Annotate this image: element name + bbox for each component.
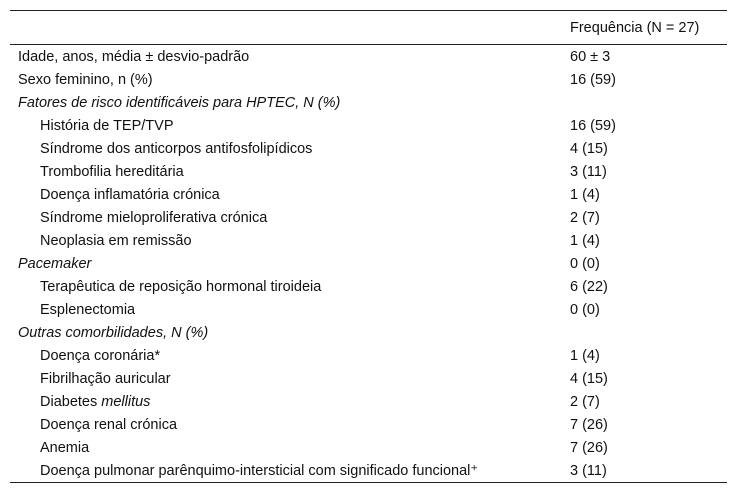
row-label-italic: mellitus — [101, 393, 151, 410]
table-row — [10, 45, 727, 69]
table-row — [10, 367, 727, 390]
table-row — [10, 298, 727, 321]
table-row — [10, 413, 727, 436]
row-value: 1 (4) — [570, 186, 600, 203]
row-value: 1 (4) — [570, 347, 600, 364]
row-label: História de TEP/TVP — [40, 117, 174, 134]
row-label: Síndrome dos anticorpos antifosfolipídicos — [40, 140, 313, 157]
table-row — [10, 229, 727, 252]
row-value: 7 (26) — [570, 439, 608, 456]
row-label: Trombofilia hereditária — [40, 163, 184, 180]
header-frequency-cell: Frequência (N = 27) — [570, 19, 700, 36]
section-heading: Outras comorbilidades, N (%) — [18, 324, 209, 341]
row-value — [570, 91, 727, 114]
row-label-prefix: Diabetes — [40, 393, 102, 410]
row-value: 2 (7) — [570, 209, 600, 226]
table-row — [10, 390, 727, 413]
row-value — [570, 321, 727, 344]
section-header-row — [10, 91, 727, 114]
table-row — [10, 275, 727, 298]
table-header-row — [10, 11, 727, 45]
header-label-cell — [10, 11, 570, 45]
row-value: 4 (15) — [570, 140, 608, 157]
row-value: 1 (4) — [570, 232, 600, 249]
row-label — [10, 390, 570, 413]
table-row — [10, 114, 727, 137]
row-label: Sexo feminino, n (%) — [18, 71, 153, 88]
section-header-row — [10, 252, 727, 275]
section-heading: Fatores de risco identificáveis para HPTEC, N (%) — [18, 94, 341, 111]
row-value: 3 (11) — [570, 163, 607, 180]
row-label: Doença coronária* — [40, 347, 161, 364]
row-label: Doença inflamatória crónica — [40, 186, 220, 203]
comorbidity-table-container — [10, 10, 727, 483]
row-label: Síndrome mieloproliferativa crónica — [40, 209, 268, 226]
table-row — [10, 68, 727, 91]
row-value: 16 (59) — [570, 71, 616, 88]
section-heading: Pacemaker — [18, 255, 92, 272]
row-label: Doença renal crónica — [40, 416, 178, 433]
row-value: 0 (0) — [570, 255, 600, 272]
table-row — [10, 344, 727, 367]
row-value: 16 (59) — [570, 117, 616, 134]
row-value: 4 (15) — [570, 370, 608, 387]
row-label: Neoplasia em remissão — [40, 232, 192, 249]
patient-characteristics-table — [10, 10, 727, 483]
table-row — [10, 137, 727, 160]
section-header-row — [10, 321, 727, 344]
row-label: Fibrilhação auricular — [40, 370, 171, 387]
row-value: 60 ± 3 — [570, 48, 611, 65]
row-value: 2 (7) — [570, 393, 600, 410]
row-value: 3 (11) — [570, 462, 607, 479]
table-row — [10, 459, 727, 483]
row-value: 7 (26) — [570, 416, 608, 433]
row-value: 0 (0) — [570, 301, 600, 318]
table-row — [10, 183, 727, 206]
row-value: 6 (22) — [570, 278, 608, 295]
table-row — [10, 206, 727, 229]
row-label: Terapêutica de reposição hormonal tiroideia — [40, 278, 322, 295]
table-row — [10, 436, 727, 459]
row-label: Esplenectomia — [40, 301, 136, 318]
table-row — [10, 160, 727, 183]
row-label: Idade, anos, média ± desvio-padrão — [18, 48, 250, 65]
row-label: Doença pulmonar parênquimo-intersticial com significado funcional⁺ — [40, 462, 479, 479]
row-label: Anemia — [40, 439, 90, 456]
